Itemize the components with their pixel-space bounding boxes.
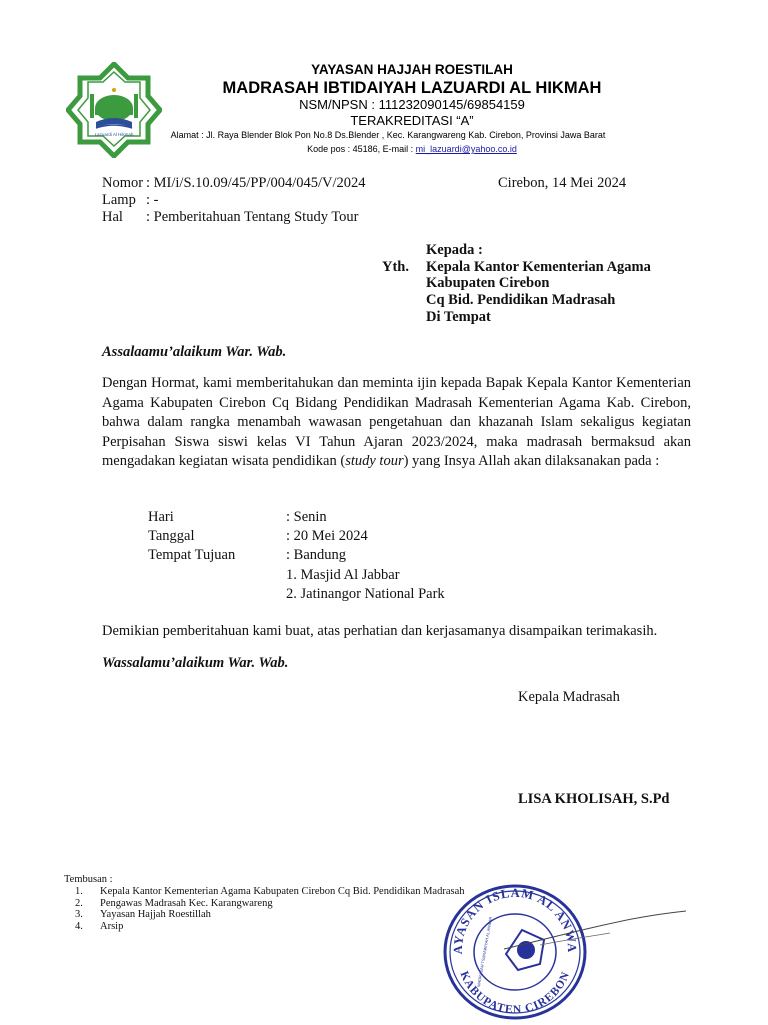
school-name: MADRASAH IBTIDAIYAH LAZUARDI AL HIKMAH: [222, 79, 602, 97]
tembusan-item-number: 4.: [75, 921, 83, 933]
email-link[interactable]: mi_lazuardi@yahoo.co.id: [415, 144, 517, 154]
recipient-yth: Yth.: [382, 259, 409, 275]
postal-code: Kode pos : 45186, E-mail :: [307, 144, 416, 154]
recipient-line-1: Kepala Kantor Kementerian Agama: [426, 259, 651, 275]
tembusan-item-text: Kepala Kantor Kementerian Agama Kabupaten Cirebon Cq Bid. Pendidikan Madrasah: [100, 885, 465, 897]
recipient-line-2: Kabupaten Cirebon: [426, 275, 550, 291]
greeting: Assalaamu’alaikum War. Wab.: [102, 344, 287, 360]
farewell: Wassalamu’alaikum War. Wab.: [102, 655, 289, 671]
hal-label: Hal: [102, 209, 123, 225]
stamp-bottom-text: KABUPATEN CIREBON: [457, 969, 573, 1017]
hari-label: Hari: [148, 509, 174, 525]
hal-value: : Pemberitahuan Tentang Study Tour: [146, 209, 359, 225]
logo-caption: Lazuardi Al Hikmah: [94, 132, 134, 137]
tembusan-item: [64, 909, 464, 921]
body-text-before: Dengan Hormat, kami memberitahukan dan meminta ijin kepada Bapak Kepala Kantor Kementerian Agama Kabupaten Cirebon Cq Bidang Pendidikan Madrasah Kementerian Agama Kab. Cirebon, bahwa dalam rangka menambah wawasan pengetahuan dan khazanah Islam sekaligus kegiatan Perpisahan Siswa siswi kelas VI Tahun Ajaran 2023/2024, maka madrasah bermaksud akan mengadakan kegiatan wisata pendidikan (: [102, 375, 691, 469]
tembusan-item-number: 1.: [75, 885, 83, 897]
foundation-name: YAYASAN HAJJAH ROESTILAH: [311, 62, 513, 77]
tembusan-item: [64, 886, 464, 898]
nomor-value: : MI/i/S.10.09/45/PP/004/045/V/2024: [146, 175, 366, 191]
tembusan-item: [64, 921, 464, 933]
tembusan-item-text: Yayasan Hajjah Roestillah: [100, 909, 211, 921]
body-text-after: ) yang Insya Allah akan dilaksanakan pada :: [403, 453, 660, 469]
place-date: Cirebon, 14 Mei 2024: [498, 175, 627, 191]
school-logo: [66, 62, 162, 158]
lamp-value: : -: [146, 192, 159, 208]
svg-text:KABUPATEN CIREBON: [458, 970, 573, 1016]
hari-value: : Senin: [286, 509, 327, 525]
stamp-inner-text: MADRASAH TSANAWIYAH AL ANWAR: [475, 916, 494, 988]
nsm-npsn: NSM/NPSN : 111232090145/69854159: [299, 97, 525, 112]
signature-scribble: [500, 905, 690, 965]
destination-1: 1. Masjid Al Jabbar: [286, 567, 400, 583]
recipient-line-4: Di Tempat: [426, 309, 491, 325]
stamp-top-text: AYASAN ISLAM AL ANWA: [450, 885, 580, 955]
destination-2: 2. Jatinangor National Park: [286, 586, 445, 602]
recipient-line-3: Cq Bid. Pendidikan Madrasah: [426, 292, 616, 308]
tembusan-item: [64, 898, 464, 910]
signature-title: Kepala Madrasah: [518, 689, 620, 705]
accreditation: TERAKREDITASI “A”: [350, 113, 474, 128]
tujuan-label: Tempat Tujuan: [148, 547, 236, 563]
tanggal-label: Tanggal: [148, 528, 195, 544]
body-text-italic: study tour: [345, 453, 404, 469]
tembusan-item-text: Pengawas Madrasah Kec. Karangwareng: [100, 897, 273, 909]
tujuan-value: : Bandung: [286, 547, 347, 563]
tembusan-item-text: Arsip: [100, 921, 124, 933]
tembusan-label: Tembusan :: [64, 874, 113, 885]
body-paragraph: [102, 374, 691, 472]
tembusan-item-number: 2.: [75, 897, 83, 909]
signature-name: LISA KHOLISAH, S.Pd: [518, 791, 670, 807]
lamp-label: Lamp: [102, 192, 136, 208]
tembusan-item-number: 3.: [75, 909, 83, 921]
recipient-kepada: Kepada :: [426, 242, 483, 258]
tembusan-section: [64, 874, 464, 933]
closing-text: Demikian pemberitahuan kami buat, atas perhatian dan kerjasamanya disampaikan terimakasih.: [102, 623, 658, 639]
school-address: Alamat : Jl. Raya Blender Blok Pon No.8 Ds.Blender , Kec. Karangwareng Kab. Cirebon, Provinsi Jawa Barat: [170, 130, 606, 140]
tanggal-value: : 20 Mei 2024: [286, 528, 368, 544]
postal-email-line: [216, 143, 608, 155]
nomor-label: Nomor: [102, 175, 144, 191]
